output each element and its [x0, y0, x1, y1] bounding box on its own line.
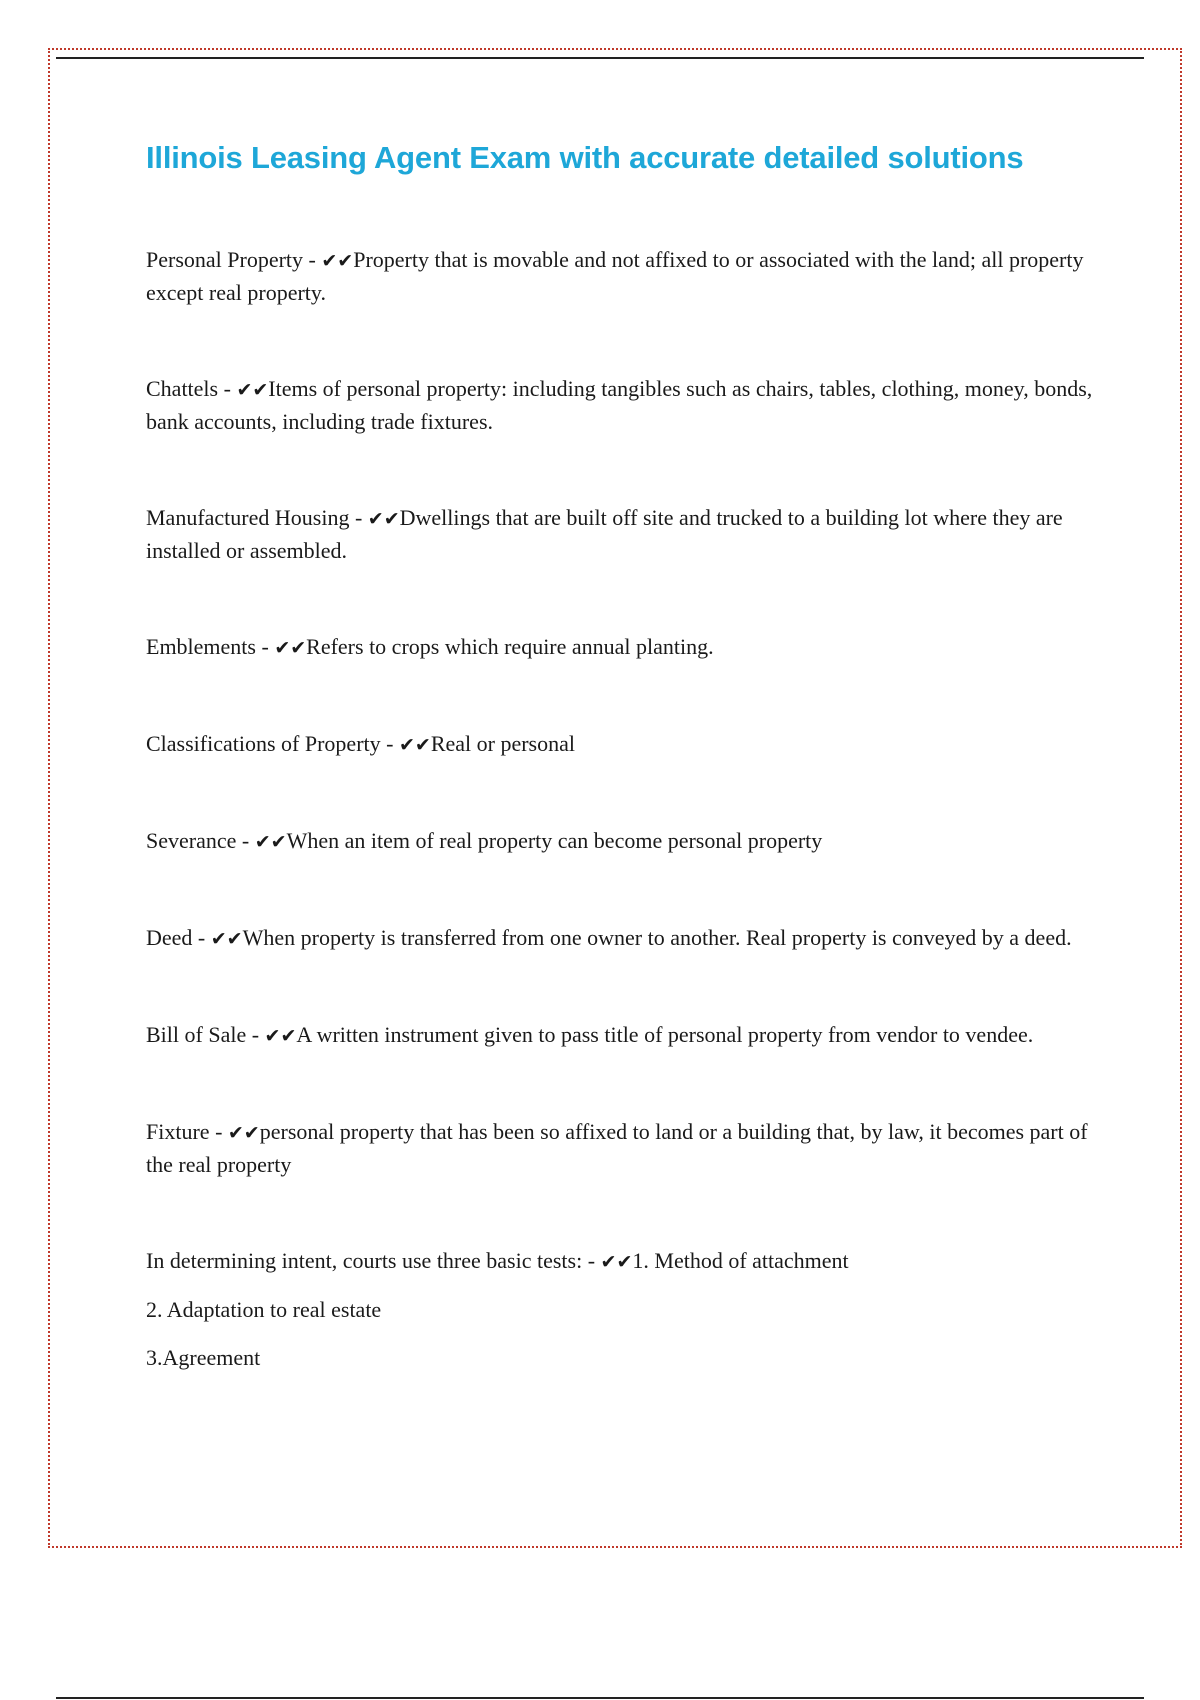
bottom-rule: [56, 1697, 1144, 1699]
entry-definition: Dwellings that are built off site and trucked to a building lot where they are installed or assembled.: [146, 505, 1063, 563]
entry-definition: 1. Method of attachment: [632, 1248, 849, 1273]
top-rule: [56, 57, 1144, 59]
check-icon: ✔✔: [367, 508, 400, 530]
entry-definition: When property is transferred from one owner to another. Real property is conveyed by a deed.: [242, 925, 1072, 950]
entry-term: Deed: [146, 925, 193, 950]
check-icon: ✔✔: [274, 637, 307, 659]
entry-emblements: Emblements - ✔✔Refers to crops which require annual planting.: [146, 634, 714, 659]
entry-definition: Real or personal: [430, 731, 575, 756]
entry-deed: Deed - ✔✔When property is transferred from one owner to another. Real property is conveyed by a deed.: [146, 925, 1072, 950]
entry-line: In determining intent, courts use three basic tests: - ✔✔1. Method of attachment: [146, 1248, 849, 1273]
check-icon: ✔✔: [321, 250, 354, 272]
entry-term: Bill of Sale: [146, 1022, 247, 1047]
entry-term: Manufactured Housing: [146, 505, 350, 530]
entry-extra-line: 3.Agreement: [146, 1345, 261, 1370]
entry-definition: A written instrument given to pass title of personal property from vendor to vendee.: [296, 1022, 1034, 1047]
entry-term: Personal Property: [146, 247, 304, 272]
entry-definition: Refers to crops which require annual planting.: [306, 634, 714, 659]
entry-definition: personal property that has been so affixed to land or a building that, by law, it becomes part of the real property: [146, 1119, 1088, 1177]
entry-classifications-of-property: Classifications of Property - ✔✔Real or personal: [146, 731, 575, 756]
entry-definition: When an item of real property can become personal property: [286, 828, 823, 853]
check-icon: ✔✔: [227, 1122, 260, 1144]
entry-term: Chattels: [146, 376, 219, 401]
check-icon: ✔✔: [210, 928, 243, 950]
entry-three-basic-tests: [146, 1245, 1096, 1374]
check-icon: ✔✔: [600, 1251, 633, 1273]
entry-term: Classifications of Property: [146, 731, 381, 756]
document-body: [146, 140, 1096, 1438]
check-icon: ✔✔: [264, 1025, 297, 1047]
check-icon: ✔✔: [398, 734, 431, 756]
entry-definition: Property that is movable and not affixed to or associated with the land; all property except real property.: [146, 247, 1084, 305]
entry-term: Severance: [146, 828, 237, 853]
entry-severance: Severance - ✔✔When an item of real property can become personal property: [146, 828, 823, 853]
entry-extra-line: 2. Adaptation to real estate: [146, 1297, 382, 1322]
entry-term: Fixture: [146, 1119, 210, 1144]
entry-definition: Items of personal property: including tangibles such as chairs, tables, clothing, money, bonds, bank accounts, including trade fixtures.: [146, 376, 1093, 434]
check-icon: ✔✔: [236, 379, 269, 401]
check-icon: ✔✔: [254, 831, 287, 853]
entry-chattels: Chattels - ✔✔Items of personal property: including tangibles such as chairs, tables, clothing, money, bonds, bank accounts, including trade fixtures.: [146, 376, 1093, 434]
entry-manufactured-housing: Manufactured Housing - ✔✔Dwellings that are built off site and trucked to a building lot where they are installed or assembled.: [146, 505, 1063, 563]
entry-term: In determining intent, courts use three basic tests:: [146, 1248, 583, 1273]
document-title: Illinois Leasing Agent Exam with accurate detailed solutions: [146, 140, 1024, 175]
entry-term: Emblements: [146, 634, 256, 659]
entry-bill-of-sale: Bill of Sale - ✔✔A written instrument given to pass title of personal property from vendor to vendee.: [146, 1022, 1034, 1047]
entry-fixture: Fixture - ✔✔personal property that has been so affixed to land or a building that, by law, it becomes part of the real property: [146, 1119, 1088, 1177]
entry-personal-property: Personal Property - ✔✔Property that is movable and not affixed to or associated with the land; all property except real property.: [146, 247, 1084, 305]
